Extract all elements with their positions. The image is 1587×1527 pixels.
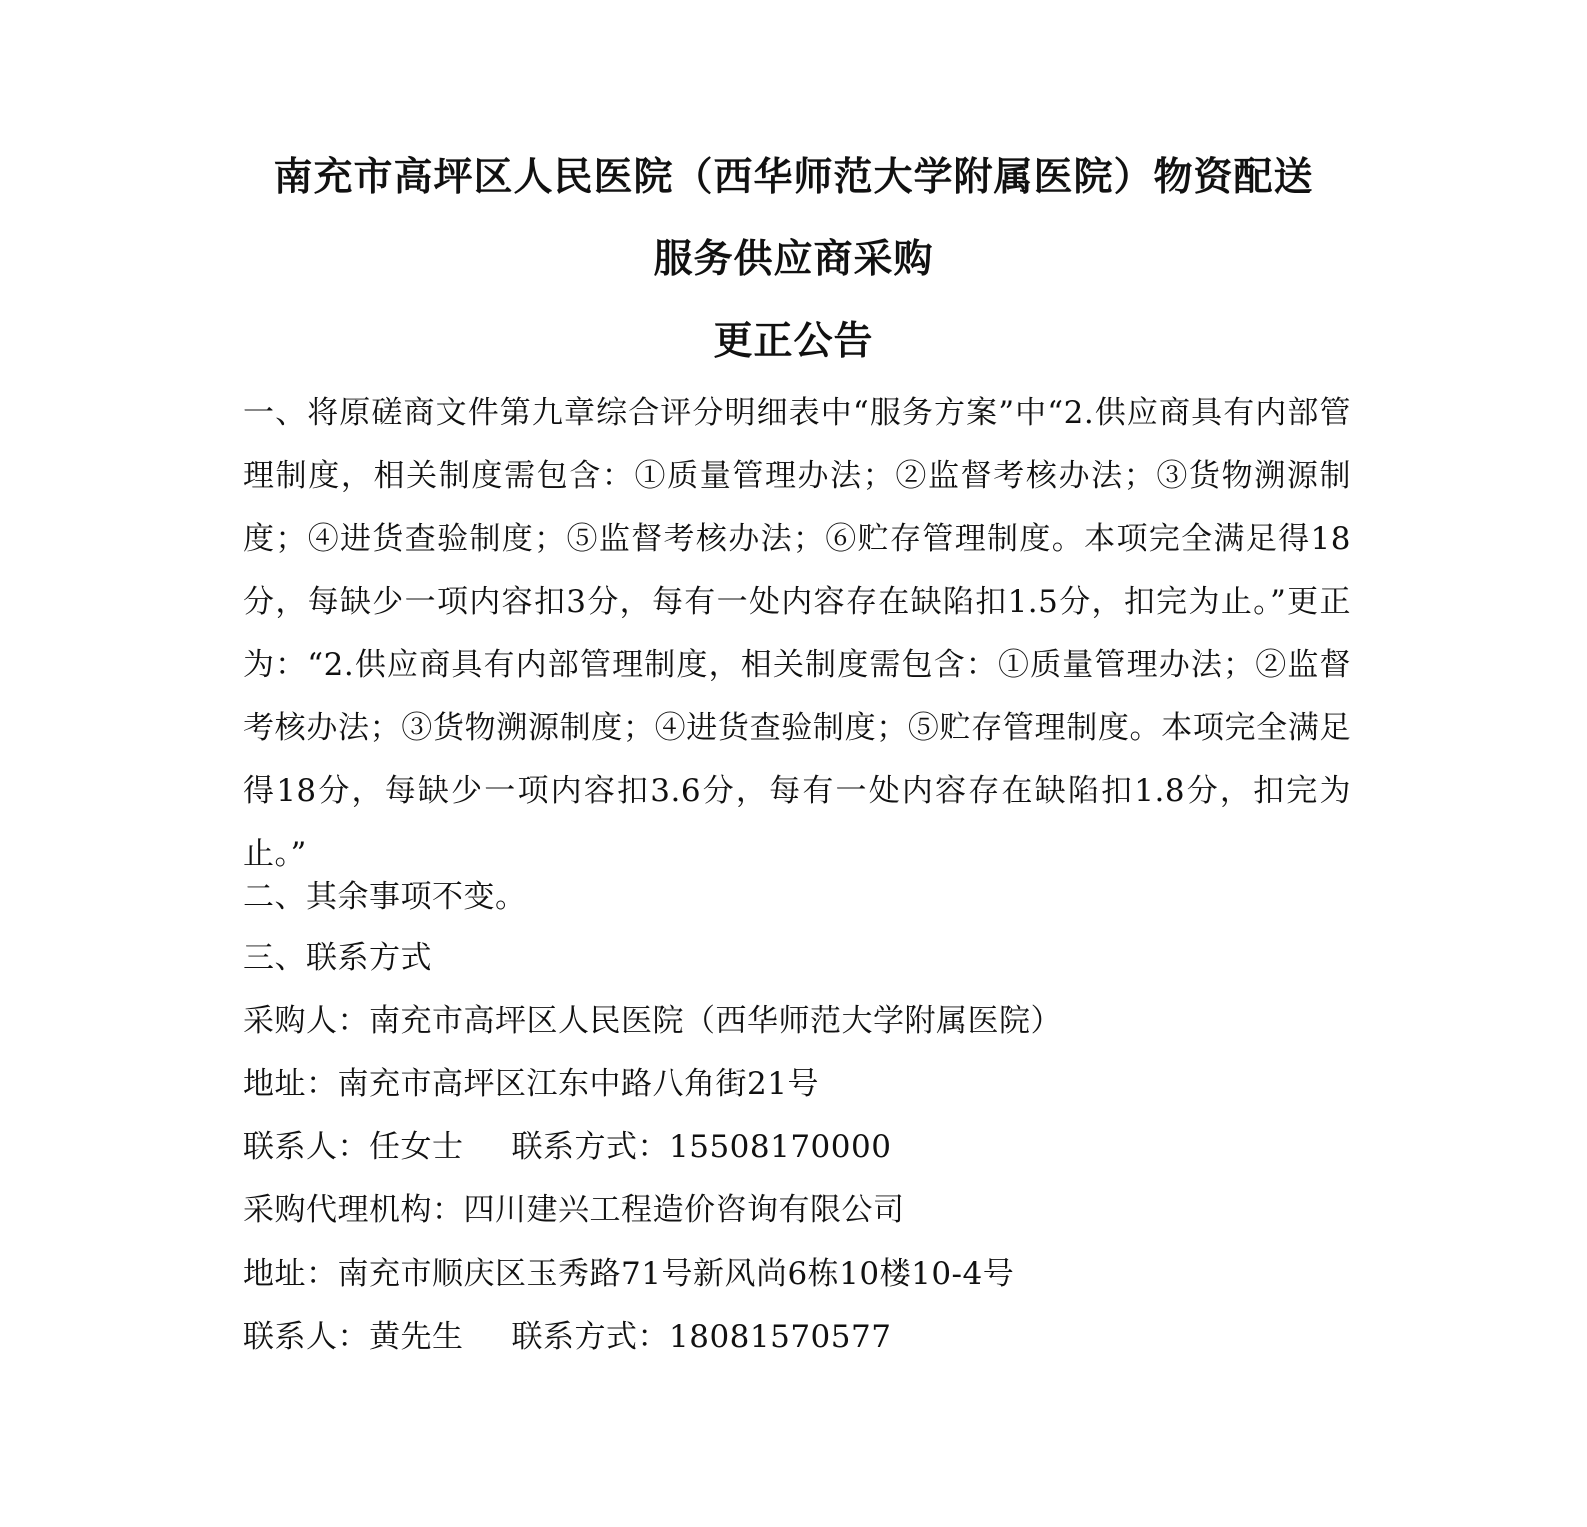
section-2-text: 二、其余事项不变。 xyxy=(243,879,527,915)
document-title-line-2: 服务供应商采购 xyxy=(653,237,934,282)
document-title-line-1: 南充市高坪区人民医院（西华师范大学附属医院）物资配送 xyxy=(273,155,1314,200)
agency-line: 采购代理机构：四川建兴工程造价咨询有限公司 xyxy=(243,1192,905,1228)
purchaser-line: 采购人：南充市高坪区人民医院（西华师范大学附属医院） xyxy=(243,1003,1062,1039)
agency-address-line: 地址：南充市顺庆区玉秀路71号新风尚6栋10楼10-4号 xyxy=(243,1256,1015,1292)
purchaser-contact-phone: 联系方式：15508170000 xyxy=(511,1129,892,1165)
agency-contact-person: 联系人：黄先生 xyxy=(243,1319,464,1355)
agency-contact-line xyxy=(243,1306,891,1369)
purchaser-address-line: 地址：南充市高坪区江东中路八角街21号 xyxy=(243,1066,819,1102)
section-1-correction-text: 一、将原磋商文件第九章综合评分明细表中“服务方案”中“2.供应商具有内部管理制度，相关制度需包含：①质量管理办法；②监督考核办法；③货物溯源制度；④进货查验制度；⑤监督考核办法；⑥贮存管理制度。本项完全满足得18分，每缺少一项内容扣3分，每有一处内容存在缺陷扣1.5分，扣完为止。”更正为：“2.供应商具有内部管理制度，相关制度需包含：①质量管理办法；②监督考核办法；③货物溯源制度；④进货查验制度；⑤贮存管理制度。本项完全满足得18分，每缺少一项内容扣3.6分，每有一处内容存在缺陷扣1.8分，扣完为止。” xyxy=(243,395,1351,872)
purchaser-contact-person: 联系人：任女士 xyxy=(243,1129,464,1165)
section-3-heading: 三、联系方式 xyxy=(243,940,432,976)
agency-contact-phone: 联系方式：18081570577 xyxy=(511,1319,892,1355)
document-title-line-3: 更正公告 xyxy=(713,319,874,364)
purchaser-contact-line xyxy=(243,1116,891,1179)
